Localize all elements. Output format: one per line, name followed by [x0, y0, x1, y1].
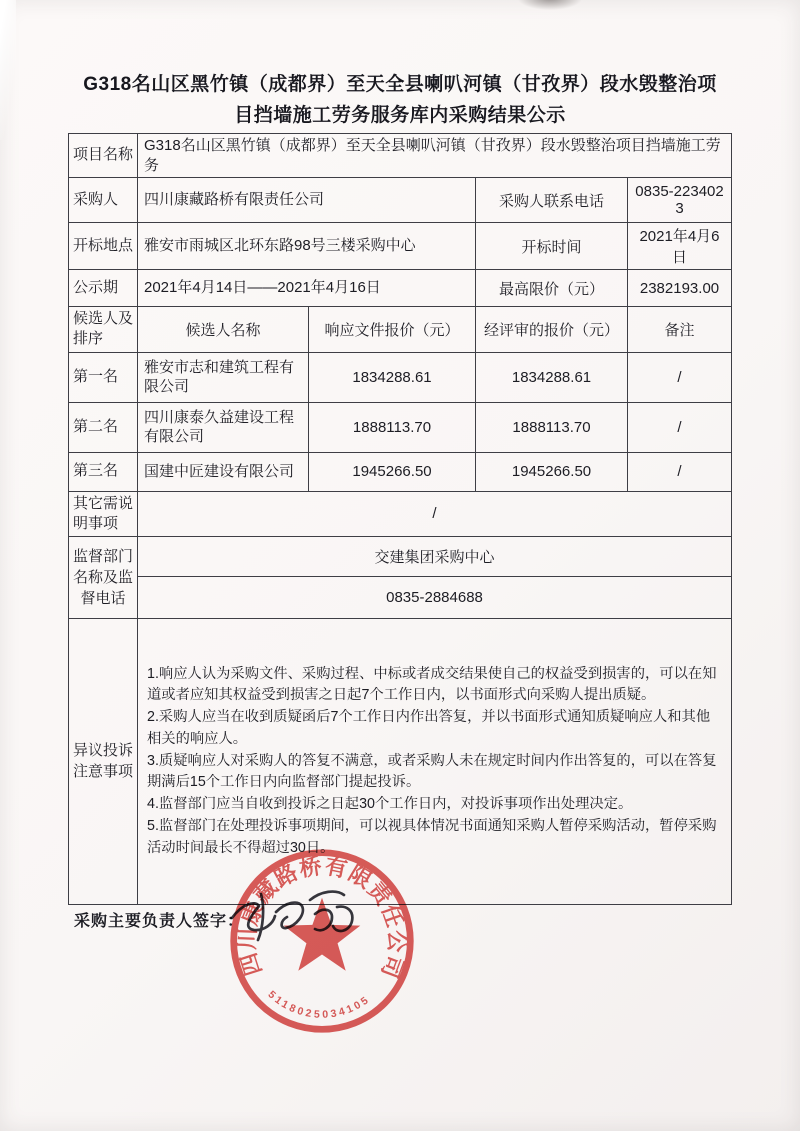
- candidates-remark-header: 备注: [628, 307, 732, 353]
- table-row-bid-opening: [69, 223, 732, 270]
- project-name-value: G318名山区黑竹镇（成都界）至天全县喇叭河镇（甘孜界）段水毁整治项目挡墙施工劳务: [138, 134, 732, 178]
- candidate-row: [69, 452, 732, 491]
- candidate-row: [69, 352, 732, 402]
- procurement-result-table: [68, 133, 732, 905]
- bid-opening-time-label: 开标时间: [476, 223, 628, 270]
- signature-label: 采购主要负责人签字：: [74, 913, 245, 930]
- candidate-name: 雅安市志和建筑工程有限公司: [138, 352, 309, 402]
- table-row-other-notes: [69, 491, 732, 537]
- bid-opening-place-label: 开标地点: [69, 223, 138, 270]
- candidates-header-row: [69, 307, 732, 353]
- bid-opening-place-value: 雅安市雨城区北环东路98号三楼采购中心: [138, 223, 476, 270]
- candidate-rank: 第三名: [69, 452, 138, 491]
- table-row-project-name: [69, 134, 732, 178]
- table-row-publicity-period: [69, 270, 732, 307]
- publicity-period-label: 公示期: [69, 270, 138, 307]
- page-title-line1: G318名山区黑竹镇（成都界）至天全县喇叭河镇（甘孜界）段水毁整治项: [83, 74, 717, 95]
- candidates-evaluated-price-header: 经评审的报价（元）: [476, 307, 628, 353]
- purchaser-label: 采购人: [69, 178, 138, 223]
- objection-item: 5.监督部门在处理投诉事项期间，可以视具体情况书面通知采购人暂停采购活动，暂停采购活动时间最长不得超过30日。: [147, 817, 717, 856]
- purchaser-phone-label: 采购人联系电话: [476, 178, 628, 223]
- candidate-remark: /: [628, 352, 732, 402]
- supervision-label: 监督部门名称及监督电话: [69, 537, 138, 619]
- candidate-name: 国建中匠建设有限公司: [138, 452, 309, 491]
- publicity-period-value: 2021年4月14日——2021年4月16日: [138, 270, 476, 307]
- other-notes-value: /: [138, 491, 732, 537]
- scan-artifact: [518, 0, 582, 10]
- page-title-line2: 目挡墙施工劳务服务库内采购结果公示: [234, 104, 566, 126]
- max-price-label: 最高限价（元）: [476, 270, 628, 307]
- candidate-row: [69, 402, 732, 452]
- candidate-remark: /: [628, 452, 732, 491]
- purchaser-value: 四川康藏路桥有限责任公司: [138, 178, 476, 223]
- bid-opening-time-value: 2021年4月6日: [628, 223, 732, 270]
- candidate-rank: 第二名: [69, 402, 138, 452]
- candidate-response-price: 1834288.61: [309, 352, 476, 402]
- max-price-value: 2382193.00: [628, 270, 732, 307]
- objection-item: 1.响应人认为采购文件、采购过程、中标或者成交结果使自己的权益受到损害的，可以在知道或者应知其权益受到损害之日起7个工作日内，以书面形式向采购人提出质疑。: [147, 665, 717, 704]
- supervision-phone-value: 0835-2884688: [138, 577, 732, 619]
- supervision-department-value: 交建集团采购中心: [138, 537, 732, 577]
- table-row-purchaser: [69, 178, 732, 223]
- candidates-response-price-header: 响应文件报价（元）: [309, 307, 476, 353]
- candidate-evaluated-price: 1945266.50: [476, 452, 628, 491]
- candidates-rank-header: 候选人及排序: [69, 307, 138, 353]
- objection-item: 2.采购人应当在收到质疑函后7个工作日内作出答复，并以书面形式通知质疑响应人和其他相关的响应人。: [147, 709, 711, 747]
- table-row-supervision-department: [69, 537, 732, 577]
- purchaser-phone-value: 0835-2234023: [628, 178, 732, 223]
- seal-company-text: 四川康藏路桥有限责任公司: [234, 853, 410, 983]
- table-row-supervision-phone: [69, 577, 732, 619]
- candidates-name-header: 候选人名称: [138, 307, 309, 353]
- project-name-label: 项目名称: [69, 134, 138, 178]
- candidate-name: 四川康泰久益建设工程有限公司: [138, 402, 309, 452]
- scan-corner-artifact: [0, 0, 16, 140]
- candidate-remark: /: [628, 402, 732, 452]
- seal-registration-number: 5118025034105: [265, 988, 373, 1021]
- signature-handwriting: [224, 874, 374, 966]
- objection-item: 3.质疑响应人对采购人的答复不满意，或者采购人未在规定时间内作出答复的，可以在答复期满后15个工作日内向监督部门提起投诉。: [147, 752, 717, 791]
- candidate-response-price: 1945266.50: [309, 452, 476, 491]
- candidate-evaluated-price: 1888113.70: [476, 402, 628, 452]
- page-title: [70, 70, 730, 132]
- candidate-response-price: 1888113.70: [309, 402, 476, 452]
- objection-label: 异议投诉注意事项: [69, 619, 138, 905]
- candidate-evaluated-price: 1834288.61: [476, 352, 628, 402]
- other-notes-label: 其它需说明事项: [69, 491, 138, 537]
- objection-item: 4.监督部门应当自收到投诉之日起30个工作日内，对投诉事项作出处理决定。: [147, 796, 633, 813]
- candidate-rank: 第一名: [69, 352, 138, 402]
